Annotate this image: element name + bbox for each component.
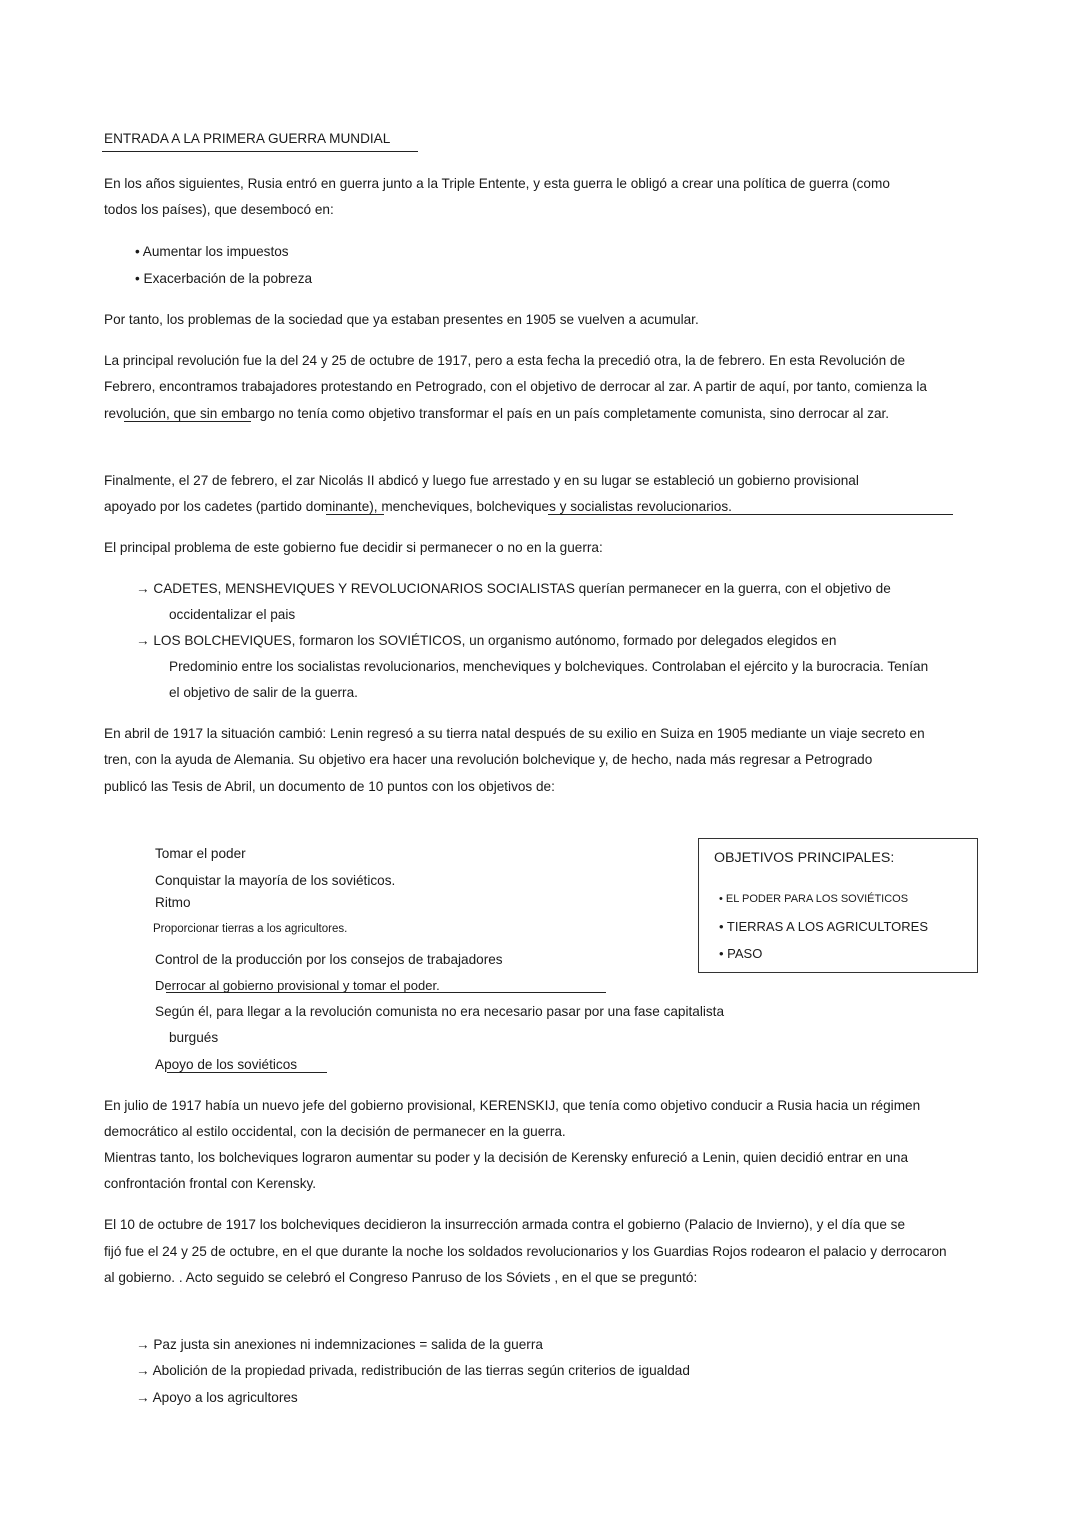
intro-line-2: todos los países), que desembocó en: <box>104 202 334 217</box>
thesis-item: Ritmo <box>155 895 191 910</box>
page-title: ENTRADA A LA PRIMERA GUERRA MUNDIAL <box>104 131 391 146</box>
thesis-item: Conquistar la mayoría de los soviéticos. <box>155 873 396 888</box>
arrow-item-bolcheviques: → LOS BOLCHEVIQUES, formaron los SOVIÉTICOS, un organismo autónomo, formado por delegados elegidos en <box>136 633 837 648</box>
revolution-line-2: Febrero, encontramos trabajadores protestando en Petrogrado, con el objetivo de derrocar al zar. A partir de aquí, por tanto, comienza la <box>104 379 927 394</box>
handwritten-underline <box>124 421 251 422</box>
july-line-4: confrontación frontal con Kerensky. <box>104 1176 317 1191</box>
bullet-item: • Exacerbación de la pobreza <box>135 271 313 286</box>
thesis-item: Apoyo de los soviéticos <box>155 1057 298 1072</box>
revolution-line-3: revolución, que sin embargo no tenía como objetivo transformar el país en un país completamente comunista, sino derrocar al zar. <box>104 406 890 421</box>
arrow-item: → Apoyo a los agricultores <box>136 1390 298 1405</box>
handwritten-underline <box>548 514 953 515</box>
july-line-3: Mientras tanto, los bolcheviques lograron aumentar su poder y la decisión de Kerensky enfureció a Lenin, quien decidió entrar en una <box>104 1150 909 1165</box>
thesis-item: Proporcionar tierras a los agricultores. <box>153 923 348 935</box>
handwritten-underline <box>326 514 384 515</box>
thesis-item: Control de la producción por los consejos de trabajadores <box>155 952 503 967</box>
april-line-2: tren, con la ayuda de Alemania. Su objetivo era hacer una revolución bolchevique y, de hecho, nada más regresar a Petrogrado <box>104 752 873 767</box>
handwritten-underline <box>166 992 606 993</box>
objective-item: • EL PODER PARA LOS SOVIÉTICOS <box>719 893 909 905</box>
arrow-item-continuation: el objetivo de salir de la guerra. <box>169 685 358 700</box>
title-underline <box>102 151 418 152</box>
thesis-item: Tomar el poder <box>155 846 246 861</box>
thesis-item: Según él, para llegar a la revolución comunista no era necesario pasar por una fase capitalista <box>155 1004 725 1019</box>
finally-line-2: apoyado por los cadetes (partido dominante), mencheviques, bolcheviques y socialistas revolucionarios. <box>104 499 732 514</box>
revolution-line-1: La principal revolución fue la del 24 y 25 de octubre de 1917, pero a esta fecha la precedió otra, la de febrero. En esta Revolución de <box>104 353 906 368</box>
october-line-3: al gobierno. . Acto seguido se celebró el Congreso Panruso de los Sóviets , en el que se preguntó: <box>104 1270 698 1285</box>
objectives-title: OBJETIVOS PRINCIPALES: <box>714 850 895 866</box>
objective-item: • TIERRAS A LOS AGRICULTORES <box>719 919 929 934</box>
arrow-item: → Abolición de la propiedad privada, redistribución de las tierras según criterios de igualdad <box>136 1363 690 1378</box>
arrow-item-cadetes: → CADETES, MENSHEVIQUES Y REVOLUCIONARIOS SOCIALISTAS querían permanecer en la guerra, con el objetivo de <box>136 581 891 596</box>
arrow-item: → Paz justa sin anexiones ni indemnizaciones = salida de la guerra <box>136 1337 543 1352</box>
finally-line-1: Finalmente, el 27 de febrero, el zar Nicolás II abdicó y luego fue arrestado y en su lugar se estableció un gobierno provisional <box>104 473 859 488</box>
intro-line-1: En los años siguientes, Rusia entró en guerra junto a la Triple Entente, y esta guerra le obligó a crear una política de guerra (como <box>104 176 890 191</box>
paragraph-gov-problem: El principal problema de este gobierno fue decidir si permanecer o no en la guerra: <box>104 540 603 555</box>
july-line-1: En julio de 1917 había un nuevo jefe del gobierno provisional, KERENSKIJ, que tenía como objetivo conducir a Rusia hacia un régimen <box>104 1098 921 1113</box>
arrow-item-continuation: occidentalizar el pais <box>169 607 296 622</box>
arrow-item-continuation: Predominio entre los socialistas revolucionarios, mencheviques y bolcheviques. Controlaban el ejército y la burocracia. Tenían <box>169 659 929 674</box>
objectives-box <box>698 838 978 973</box>
thesis-item: Derrocar al gobierno provisional y tomar el poder. <box>155 978 440 993</box>
october-line-2: fijó fue el 24 y 25 de octubre, en el que durante la noche los soldados revolucionarios y los Guardias Rojos rodearon el palacio y derrocaron <box>104 1244 947 1259</box>
july-line-2: democrático al estilo occidental, con la decisión de permanecer en la guerra. <box>104 1124 566 1139</box>
october-line-1: El 10 de octubre de 1917 los bolcheviques decidieron la insurrección armada contra el gobierno (Palacio de Invierno), y el día que se <box>104 1217 906 1232</box>
objective-item: • PASO <box>719 946 763 961</box>
bullet-item: • Aumentar los impuestos <box>135 244 289 259</box>
paragraph-problems: Por tanto, los problemas de la sociedad que ya estaban presentes en 1905 se vuelven a acumular. <box>104 312 699 327</box>
april-line-3: publicó las Tesis de Abril, un documento de 10 puntos con los objetivos de: <box>104 779 555 794</box>
thesis-item-continuation: burgués <box>169 1030 219 1045</box>
april-line-1: En abril de 1917 la situación cambió: Lenin regresó a su tierra natal después de su exilio en Suiza en 1905 mediante un viaje secreto en <box>104 726 925 741</box>
handwritten-underline <box>167 1072 327 1073</box>
